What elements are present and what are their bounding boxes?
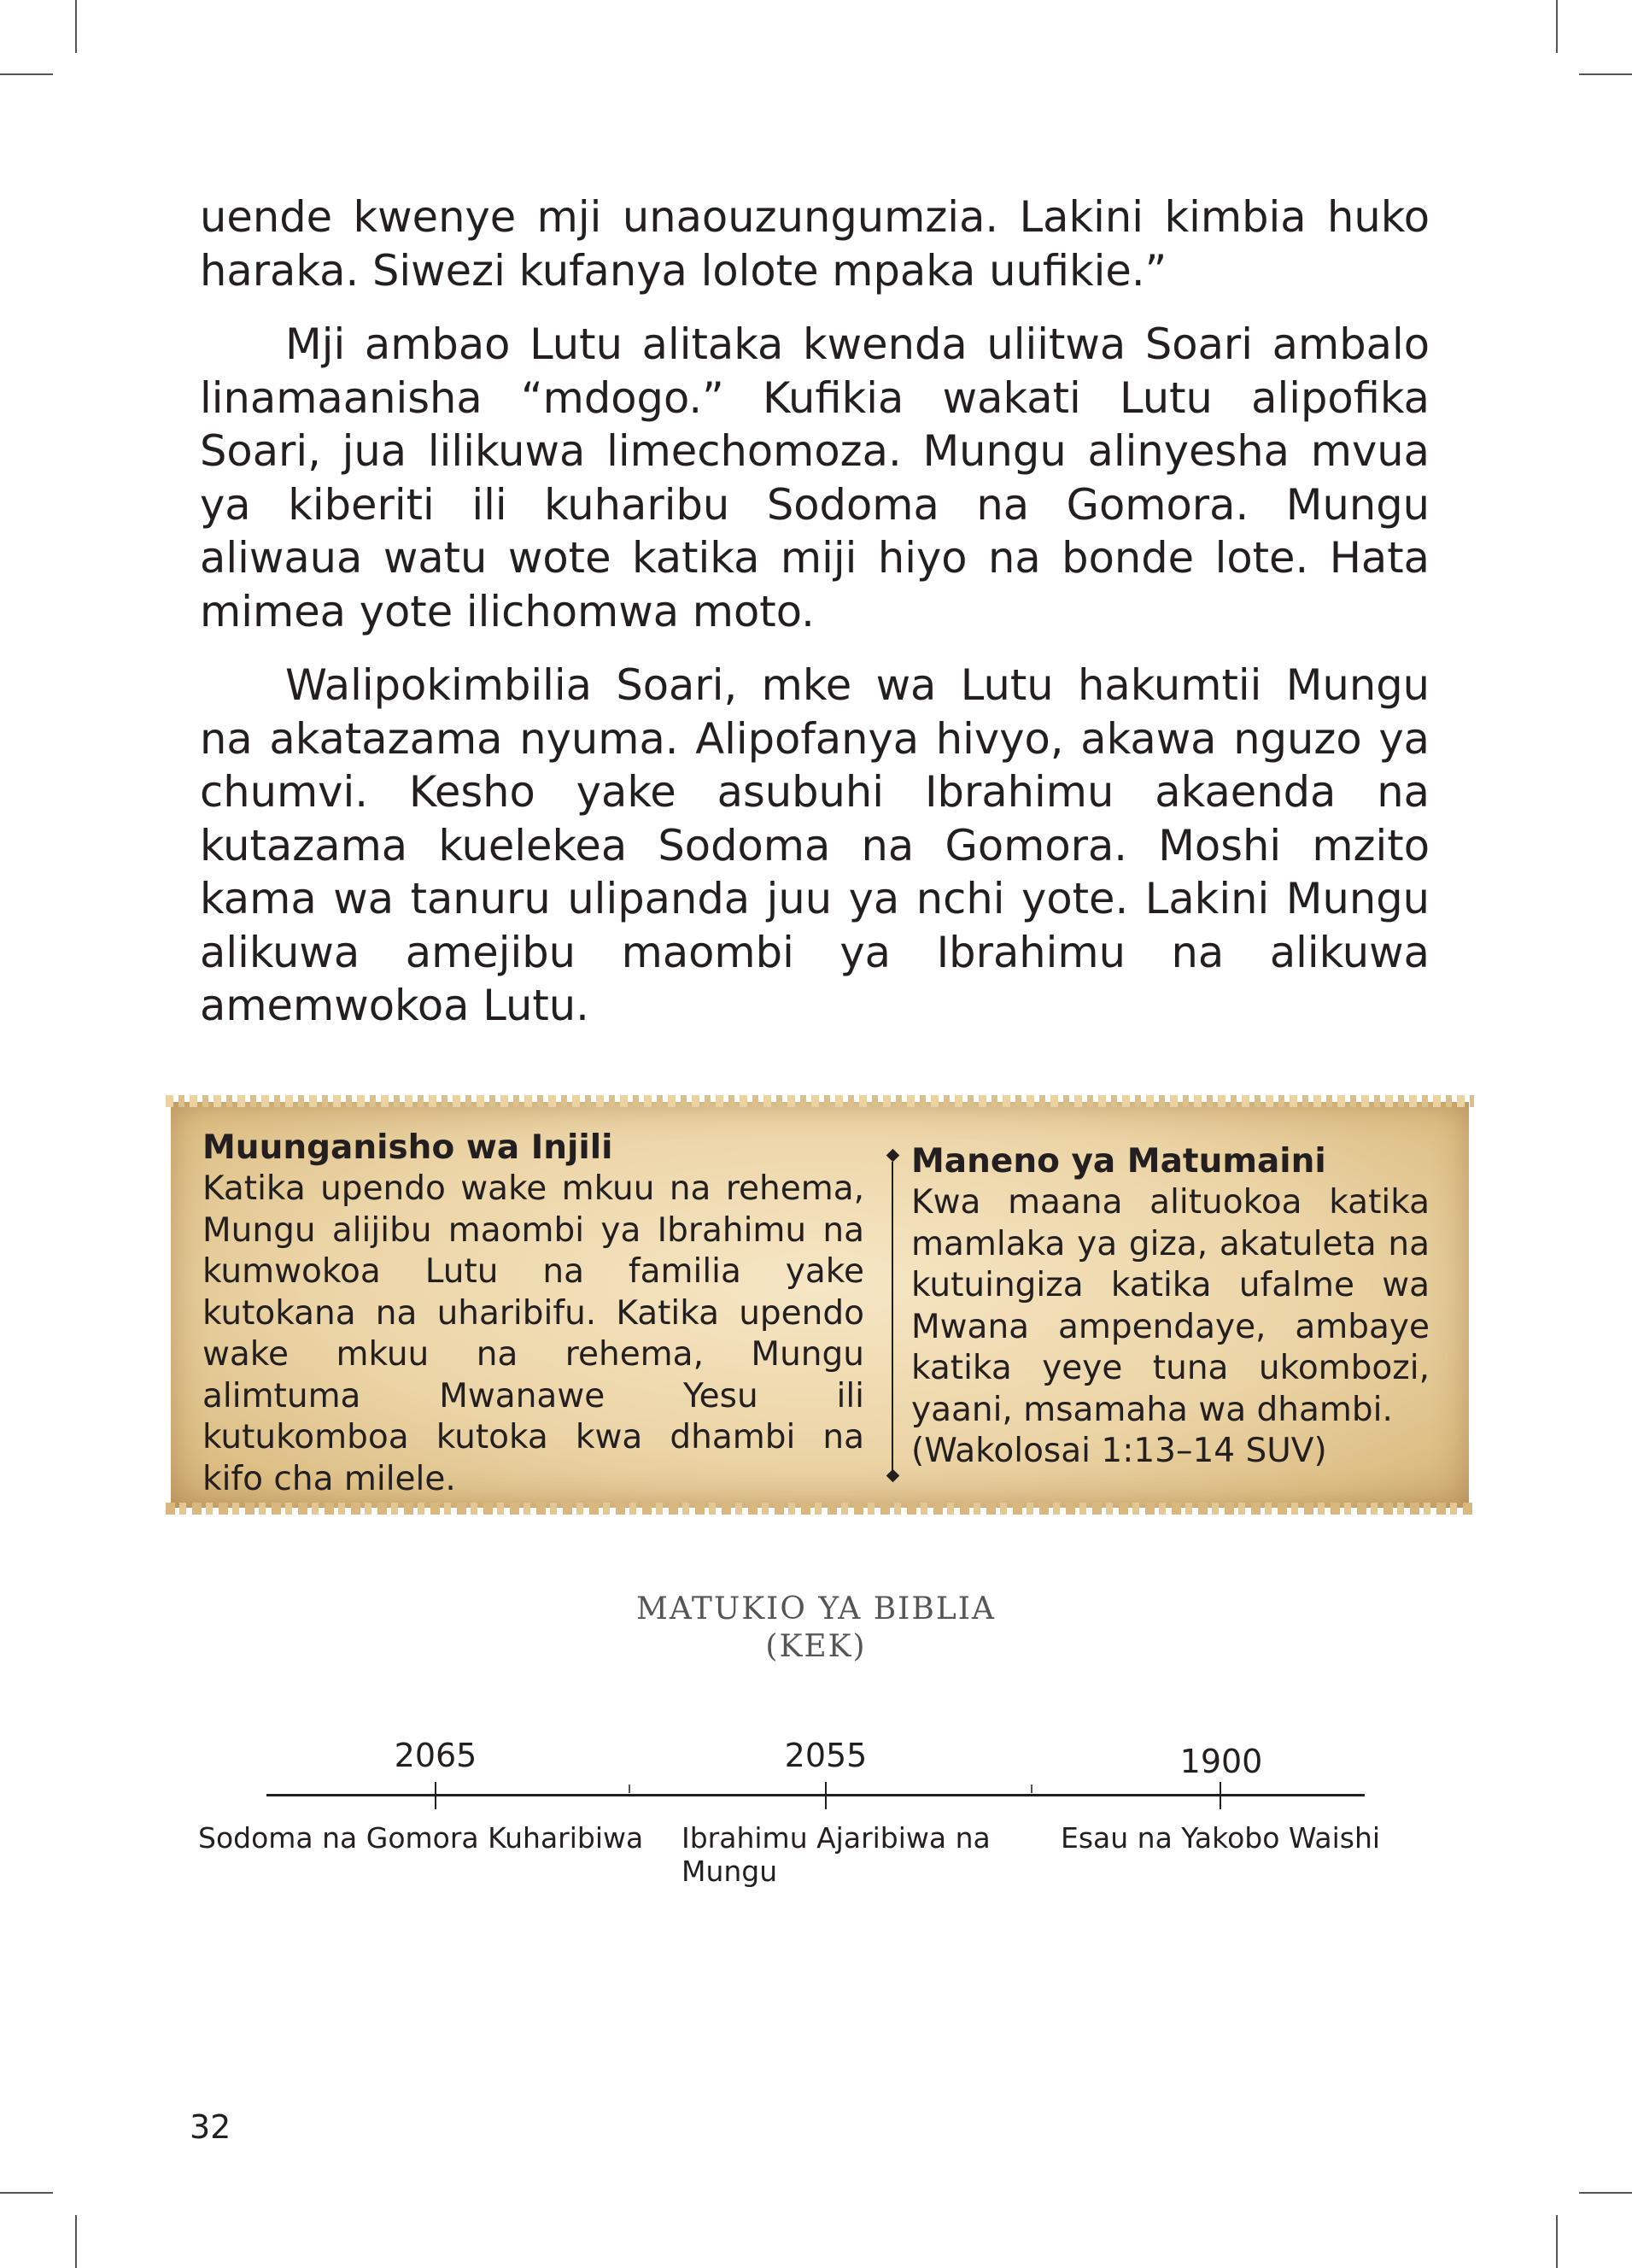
timeline-event-label: Ibrahimu Ajaribiwa na Mungu [681, 1821, 991, 1888]
scripture-reference: (Wakolosai 1:13–14 SUV) [911, 1432, 1327, 1470]
crop-mark [1579, 73, 1632, 75]
words-of-hope-title: Maneno ya Matumaini [911, 1142, 1326, 1181]
words-of-hope-text: Kwa maana alituokoa katika mamlaka ya giza, akatuleta na kutuingiza katika ufalme wa Mwana ampendaye, ambaye katika yeye tuna ukombozi, yaani, msamaha wa dhambi. [911, 1183, 1430, 1429]
timeline-heading [0, 1591, 1632, 1666]
timeline-event-label: Esau na Yakobo Waishi [1061, 1821, 1381, 1855]
crop-mark [1556, 2215, 1558, 2268]
words-of-hope [911, 1141, 1430, 1473]
timeline-year: 2065 [394, 1737, 477, 1774]
timeline-axis [266, 1794, 1365, 1796]
crop-mark [75, 2215, 77, 2268]
timeline-year: 1900 [1179, 1743, 1263, 1780]
gospel-connection-title: Muunganisho wa Injili [202, 1128, 613, 1167]
crop-mark [75, 0, 77, 53]
crop-mark [0, 73, 53, 75]
page-number: 32 [190, 2108, 231, 2146]
timeline-tick [825, 1782, 827, 1809]
paragraph: uende kwenye mji unaouzungumzia. Lakini kimbia huko haraka. Siwezi kufanya lolote mpaka uufikie.” [200, 192, 1430, 296]
paragraph: Walipokimbilia Soari, mke wa Lutu hakumtii Mungu na akatazama nyuma. Alipofanya hivyo, akawa nguzo ya chumvi. Kesho yake asubuhi Ibrahimu akaenda na kutazama kuelekea Sodoma na Gomora. Moshi mzito kama wa tanuru ulipanda juu ya nchi yote. Lakini Mungu alikuwa amejibu maombi ya Ibrahimu na alikuwa amemwokoa Lutu. [200, 660, 1430, 1030]
timeline-event-label: Sodoma na Gomora Kuharibiwa [198, 1821, 644, 1855]
crop-mark [1556, 0, 1558, 53]
timeline-minor-tick [629, 1785, 630, 1793]
timeline-tick [435, 1782, 436, 1809]
story-text [200, 190, 1430, 1053]
gospel-connection [202, 1128, 864, 1500]
crop-mark [0, 2192, 53, 2194]
gospel-connection-text: Katika upendo wake mkuu na rehema, Mungu alijibu maombi ya Ibrahimu na kumwokoa Lutu na familia yake kutokana na uharibifu. Katika upendo wake mkuu na rehema, Mungu alimtuma Mwanawe Yesu ili kutukomboa kutoka kwa dhambi na kifo cha milele. [202, 1169, 864, 1498]
paragraph: Mji ambao Lutu alitaka kwenda uliitwa Soari ambalo linamaanisha “mdogo.” Kufikia wakati Lutu alipofika Soari, jua lilikuwa limechomoza. Mungu alinyesha mvua ya kiberiti ili kuharibu Sodoma na Gomora. Mungu aliwaua watu wote katika miji hiyo na bonde lote. Hata mimea yote ilichomwa moto. [200, 319, 1430, 636]
timeline-title: MATUKIO YA BIBLIA [636, 1591, 996, 1626]
timeline-minor-tick [1031, 1785, 1032, 1793]
timeline-year: 2055 [784, 1737, 868, 1774]
timeline-tick [1220, 1782, 1221, 1809]
column-divider [892, 1162, 893, 1474]
timeline-subtitle: (KEK) [765, 1629, 867, 1664]
crop-mark [1579, 2192, 1632, 2194]
